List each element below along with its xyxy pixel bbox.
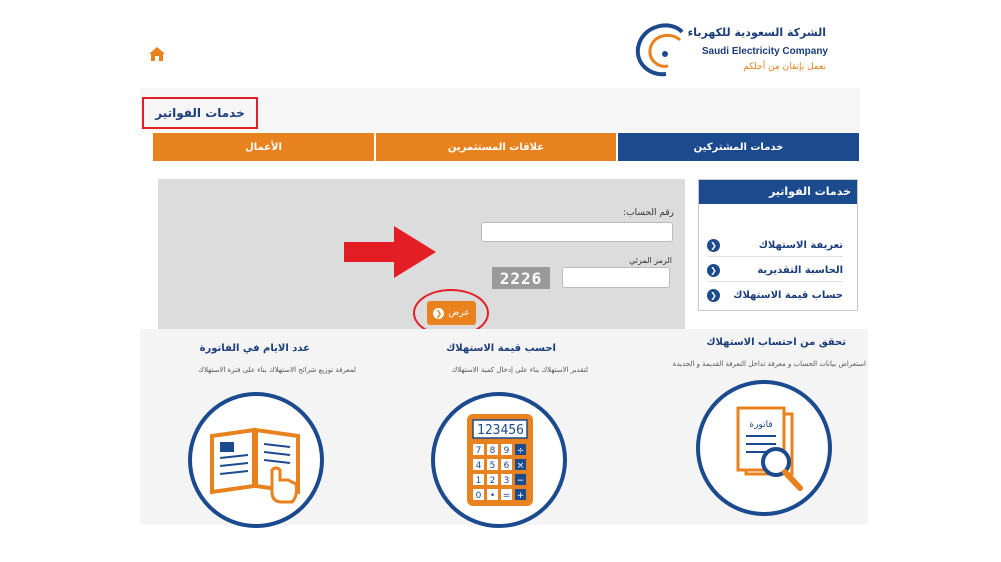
captcha-label: الرمز المرئي [629,256,672,265]
tab-business[interactable]: الأعمال [153,133,374,161]
account-number-input[interactable] [481,222,673,242]
sidebar-item-consumption-value[interactable] [707,284,843,306]
card-title-calculate-value[interactable]: احسب قيمة الاستهلاك [446,343,556,354]
captcha-image: 2226 [492,267,550,289]
calculator-key-label: 0 [475,491,482,501]
calculator-key-label: × [516,461,525,471]
card-desc-days-in-bill: لمعرفة توزيع شرائح الاستهلاك بناء على فترة الاستهلاك [198,366,356,374]
card-title-verify-consumption[interactable]: تحقق من احتساب الاستهلاك [706,337,846,348]
calculator-key-label: 9 [503,446,510,456]
calculator-key-label: + [516,491,525,501]
logo-tagline: نعمل بإتقان من أجلكم [743,62,826,72]
invoice-search-icon [700,384,828,512]
card-icon-verify-consumption[interactable] [696,380,832,516]
calculator-key-label: 3 [503,476,510,486]
open-book-icon [192,396,320,524]
logo-emblem-icon [632,18,692,80]
calculator-icon [435,396,563,524]
tab-subscriber-services[interactable]: خدمات المشتركين [618,133,859,161]
tab-investor-relations[interactable]: علاقات المستثمرين [376,133,616,161]
page-title: خدمات الفواتير [142,97,258,129]
calculator-key-label: − [516,476,525,486]
logo-name-english: Saudi Electricity Company [701,46,828,57]
sidebar-item-label: تعريفة الاستهلاك [758,239,843,251]
sidebar-item-label: الحاسبة التقديرية [757,264,843,276]
calculator-key-label: • [489,491,496,501]
calculator-key-label: ÷ [516,446,525,456]
sidebar-item-consumption-tariff[interactable] [707,234,843,257]
card-icon-days-in-bill[interactable] [188,392,324,528]
chevron-left-icon: ❮ [433,308,444,319]
calculator-key-label: 4 [475,461,482,471]
red-arrow-annotation-icon [344,226,436,278]
calculator-key-label: = [502,491,511,501]
calculator-key-label: 6 [503,461,510,471]
calculator-key-label: 8 [489,446,496,456]
captcha-input[interactable] [562,267,670,288]
account-number-label: رقم الحساب: [623,208,674,218]
card-desc-calculate-value: لتقدير الاستهلاك بناء على إدخال كمية الاستهلاك [451,366,588,374]
card-title-days-in-bill[interactable]: عدد الايام في الفاتورة [199,343,310,354]
calculator-display: 123456 [477,423,524,438]
home-icon[interactable] [148,46,166,62]
calculator-key-label: 2 [489,476,496,486]
chevron-left-icon: ❮ [707,239,720,252]
sidebar-item-label: حساب قيمة الاستهلاك [733,289,843,301]
card-desc-verify-consumption: استعراض بيانات الحساب و معرفة تداخل التعرفة القديمة و الجديدة [672,360,866,368]
calculator-key-label: 1 [475,476,482,486]
calculator-key-label: 5 [489,461,496,471]
sidebar-item-estimated-calculator[interactable] [707,259,843,282]
submit-button[interactable] [427,301,476,325]
invoice-word: فاتورة [749,420,773,430]
company-logo[interactable] [632,18,828,80]
calculator-key-label: 7 [475,446,482,456]
chevron-left-icon: ❮ [707,289,720,302]
submit-button-label: عرض [448,308,470,318]
billing-services-sidebar [698,179,858,311]
sidebar-title: خدمات الفواتير [699,180,857,204]
logo-name-arabic: الشركة السعودية للكهرباء [687,26,826,39]
chevron-left-icon: ❮ [707,264,720,277]
card-icon-calculate-value[interactable] [431,392,567,528]
